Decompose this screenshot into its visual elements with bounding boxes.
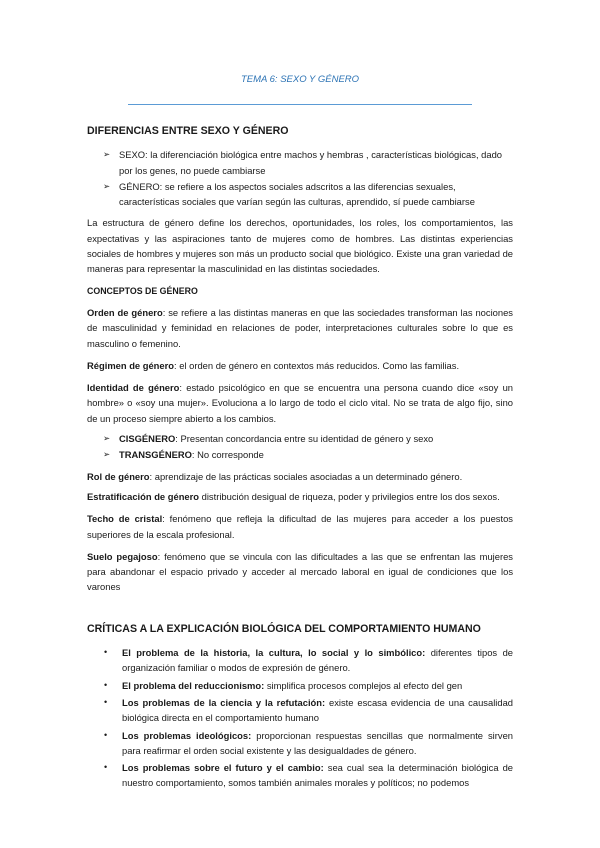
- title-underline: [128, 104, 472, 105]
- identidad-list: [87, 431, 513, 463]
- bullet-icon: •: [104, 729, 108, 740]
- bullet-icon: •: [104, 762, 108, 773]
- list-item: • Los problemas ideológicos: proporcionan respuestas sencillas que normalmente sirven para reafirmar el orden social existente y las desigualdades de género.: [104, 729, 514, 756]
- list-item: ➢ SEXO: la diferenciación biológica entre machos y hembras , características biológicas, dado por los genes, no puede cambiarse: [103, 149, 503, 176]
- page-title: TEMA 6: SEXO Y GÉNERO: [240, 74, 360, 85]
- list-item: ➢ CISGÉNERO: Presentan concordancia entre su identidad de género y sexo: [87, 431, 513, 446]
- list-item: ➢ TRANSGÉNERO: No corresponde: [87, 447, 513, 462]
- bullet-icon: •: [104, 647, 108, 658]
- list-item: • Los problemas de la ciencia y la refutación: existe escasa evidencia de una causalidad biológica directa en el comportamiento humano: [104, 696, 514, 724]
- definition-rol: Rol de género: aprendizaje de las prácticas sociales asociadas a un determinado género.: [87, 470, 463, 482]
- section-heading-conceptos: CONCEPTOS DE GÉNERO: [87, 285, 198, 296]
- bullet-icon: •: [104, 696, 108, 707]
- list-item: • El problema del reduccionismo: simplifica procesos complejos al efecto del gen: [87, 678, 513, 693]
- list-item: • Los problemas sobre el futuro y el cambio: sea cual sea la determinación biológica de nuestro comportamiento, somos también animales morales y políticos; no podemos: [104, 762, 513, 789]
- arrow-bullet-icon: ➢: [103, 449, 111, 460]
- list-item: ➢ GÉNERO: se refiere a los aspectos sociales adscritos a las diferencias sexuales, características sociales que varían según las culturas, aprendido, sí puede cambiarse: [103, 180, 475, 208]
- criticas-list: [87, 645, 513, 791]
- definition-regimen: Régimen de género: el orden de género en contextos más reducidos. Como las familias.: [87, 359, 460, 371]
- list-item: • El problema de la historia, la cultura, lo social y lo simbólico: diferentes tipos de organización familiar o modos de expresión de género.: [104, 647, 514, 674]
- definition-estratificacion: Estratificación de género distribución desigual de riqueza, poder y privilegios entre los dos sexos.: [87, 490, 500, 502]
- arrow-bullet-icon: ➢: [103, 433, 111, 444]
- arrow-bullet-icon: ➢: [103, 149, 111, 160]
- definition-orden: Orden de género: se refiere a las distintas maneras en que las sociedades transforman las nociones de masculinidad y feminidad en relaciones de poder, interpretaciones culturales sobre lo que es masculino o femenino.: [87, 306, 513, 349]
- paragraph-estructura: La estructura de género define los derechos, oportunidades, los roles, los comportamientos, las expectativas y las aspiraciones tanto de mujeres como de hombres. Las distintas experiencias sociales de hombres y mujeres son más un producto social que biológico. Existe una gran variedad de maneras para representar la masculinidad en las distintas sociedades.: [87, 217, 513, 275]
- bullet-icon: •: [104, 679, 108, 690]
- arrow-bullet-icon: ➢: [103, 180, 111, 191]
- sexo-genero-list: [87, 147, 513, 209]
- definition-techo: Techo de cristal: fenómeno que refleja la dificultad de las mujeres para acceder a los puestos superiores de la escala profesional.: [87, 513, 513, 540]
- definition-identidad: Identidad de género: estado psicológico en que se encuentra una persona cuando dice «soy un hombre» o «soy una mujer». Evoluciona a lo largo de todo el ciclo vital. No se trata de algo fijo, sino de un proceso siempre abierto a los cambios.: [87, 382, 514, 424]
- definition-suelo: Suelo pegajoso: fenómeno que se vincula con las dificultades a las que se enfrentan las mujeres para abandonar el espacio privado y acceder al mercado laboral en igual de condiciones que los varones: [87, 550, 513, 593]
- section-heading-criticas: CRÍTICAS A LA EXPLICACIÓN BIOLÓGICA DEL COMPORTAMIENTO HUMANO: [87, 622, 481, 635]
- document-body: [87, 124, 513, 793]
- section-heading-diferencias: DIFERENCIAS ENTRE SEXO Y GÉNERO: [87, 125, 289, 137]
